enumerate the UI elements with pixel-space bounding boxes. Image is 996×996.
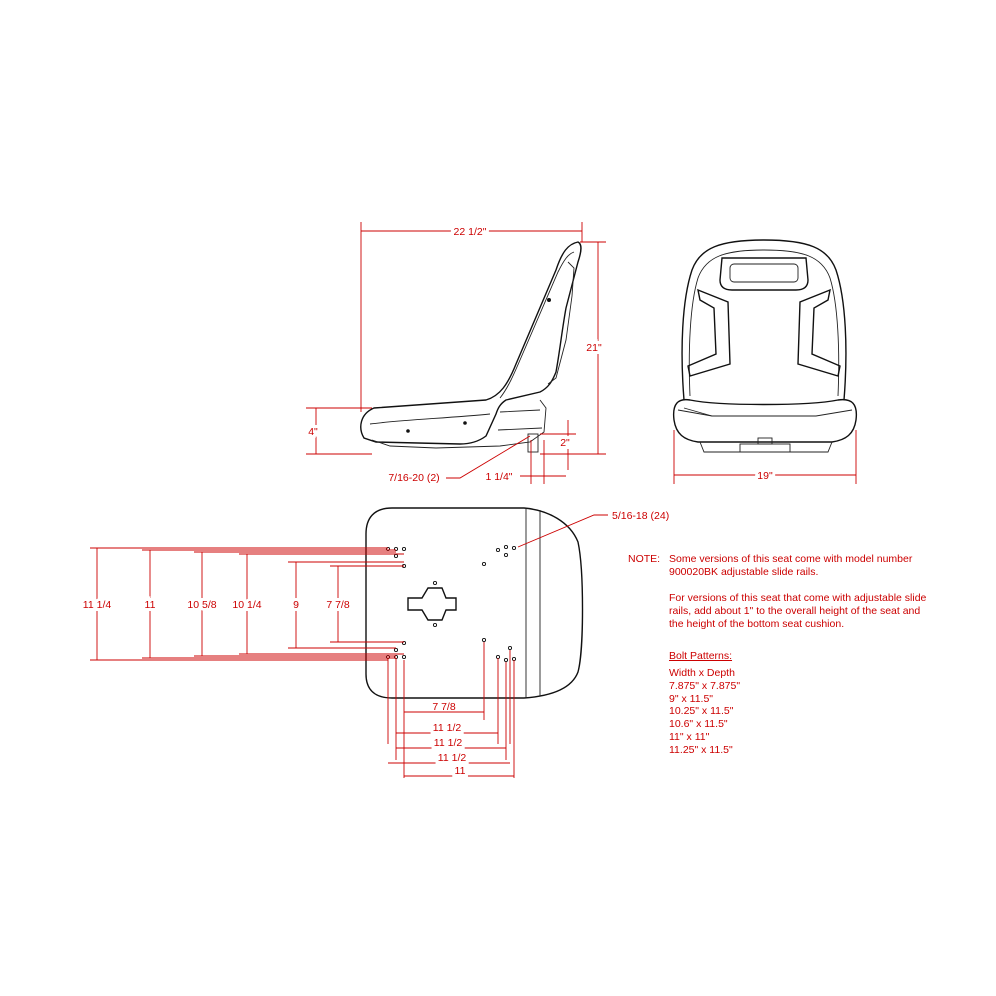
bolt-hole <box>402 547 405 550</box>
bolt-hole <box>496 548 499 551</box>
bottom-view-center-cutout <box>408 588 456 620</box>
side-view-pan-detail <box>498 410 542 430</box>
bottom-view-cutout-hole-top <box>433 581 436 584</box>
bolt-hole <box>402 655 405 658</box>
dim-v1: 11 1/4 <box>82 599 112 611</box>
bolt-hole <box>504 545 507 548</box>
dim-v5: 9 <box>293 599 299 611</box>
bolt-hole <box>482 638 485 641</box>
dim-h4: 11 1/2 <box>437 752 467 764</box>
bolt-pattern-item: 7.875" x 7.875" <box>669 679 741 692</box>
bolt-patterns-title: Bolt Patterns: <box>669 650 733 662</box>
dim-cushion-height: 4" <box>308 426 318 438</box>
note-body <box>669 553 929 644</box>
dim-h2: 11 1/2 <box>432 722 462 734</box>
bolt-hole <box>504 658 507 661</box>
front-view-back-inner <box>689 250 838 396</box>
side-view-bottom-pan <box>372 400 546 448</box>
side-view-cushion-hole-1 <box>406 429 410 433</box>
bottom-bolt-thread: 5/16-18 (24) <box>612 510 670 522</box>
bolt-hole <box>512 546 515 549</box>
note-paragraph-2: For versions of this seat that come with adjustable slide rails, add about 1" to the overall height of the seat and the height of the bottom seat cushion. <box>669 592 927 630</box>
front-bolt-thread: 7/16-20 (2) <box>388 472 440 484</box>
bolt-pattern-item: 10.25" x 11.5" <box>669 705 734 718</box>
front-view-base <box>700 442 832 452</box>
bolt-hole <box>482 562 485 565</box>
side-view-stud-hole <box>547 298 551 302</box>
note-label: NOTE: <box>628 553 661 565</box>
front-view-top-bolster <box>720 258 808 290</box>
dim-rail-height: 2" <box>560 437 570 449</box>
side-view-cushion-hole-2 <box>463 421 467 425</box>
dim-h5: 11 <box>454 765 466 777</box>
bolt-pattern-item: 11" x 11" <box>669 730 710 743</box>
bottom-view-cutout-hole-bottom <box>433 623 436 626</box>
front-view-cushion-front <box>678 410 852 416</box>
bolt-pattern-item: 11.25" x 11.5" <box>669 743 733 756</box>
dim-overall-height: 21" <box>586 342 602 354</box>
front-view <box>674 240 857 484</box>
front-view-rail-block <box>740 444 790 452</box>
bottom-view-rear-lip <box>526 508 540 698</box>
bolt-pattern-item: 9" x 11.5" <box>669 692 714 705</box>
side-view-cushion-seam <box>370 414 490 424</box>
leader-bolt-thread <box>518 515 608 547</box>
front-view-left-bolster <box>688 290 730 376</box>
bolt-pattern-item: 10.6" x 11.5" <box>669 718 728 731</box>
vertical-dimensions <box>83 548 404 660</box>
dim-v2: 11 <box>144 599 156 611</box>
bottom-view-bolt-holes <box>386 545 515 661</box>
dim-width: 19" <box>757 470 773 482</box>
side-view <box>306 222 606 484</box>
dim-h3: 11 1/2 <box>433 737 463 749</box>
dim-h1: 7 7/8 <box>432 701 456 713</box>
side-view-seat-outline <box>361 242 581 444</box>
bolt-patterns-header: Width x Depth <box>669 667 735 679</box>
horizontal-dimensions <box>388 642 514 778</box>
front-view-right-bolster <box>798 290 840 376</box>
bolt-patterns-list <box>669 667 740 757</box>
note-paragraph-1: Some versions of this seat come with model number 900020BK adjustable slide rails. <box>669 553 913 578</box>
bottom-view <box>83 508 669 778</box>
front-view-top-bolster-inner <box>730 264 798 282</box>
dim-mount-offset: 1 1/4" <box>485 471 513 483</box>
dim-v4: 10 1/4 <box>232 599 262 611</box>
bolt-hole <box>504 553 507 556</box>
dim-overall-depth: 22 1/2" <box>453 226 487 238</box>
dim-v3: 10 5/8 <box>187 599 217 611</box>
bolt-hole <box>394 648 397 651</box>
bottom-view-pan-outline <box>366 508 583 698</box>
dim-v6: 7 7/8 <box>326 599 350 611</box>
front-view-handle <box>758 438 772 444</box>
front-view-seat-cushion <box>674 400 857 442</box>
bolt-hole <box>394 554 397 557</box>
bolt-hole <box>508 646 511 649</box>
